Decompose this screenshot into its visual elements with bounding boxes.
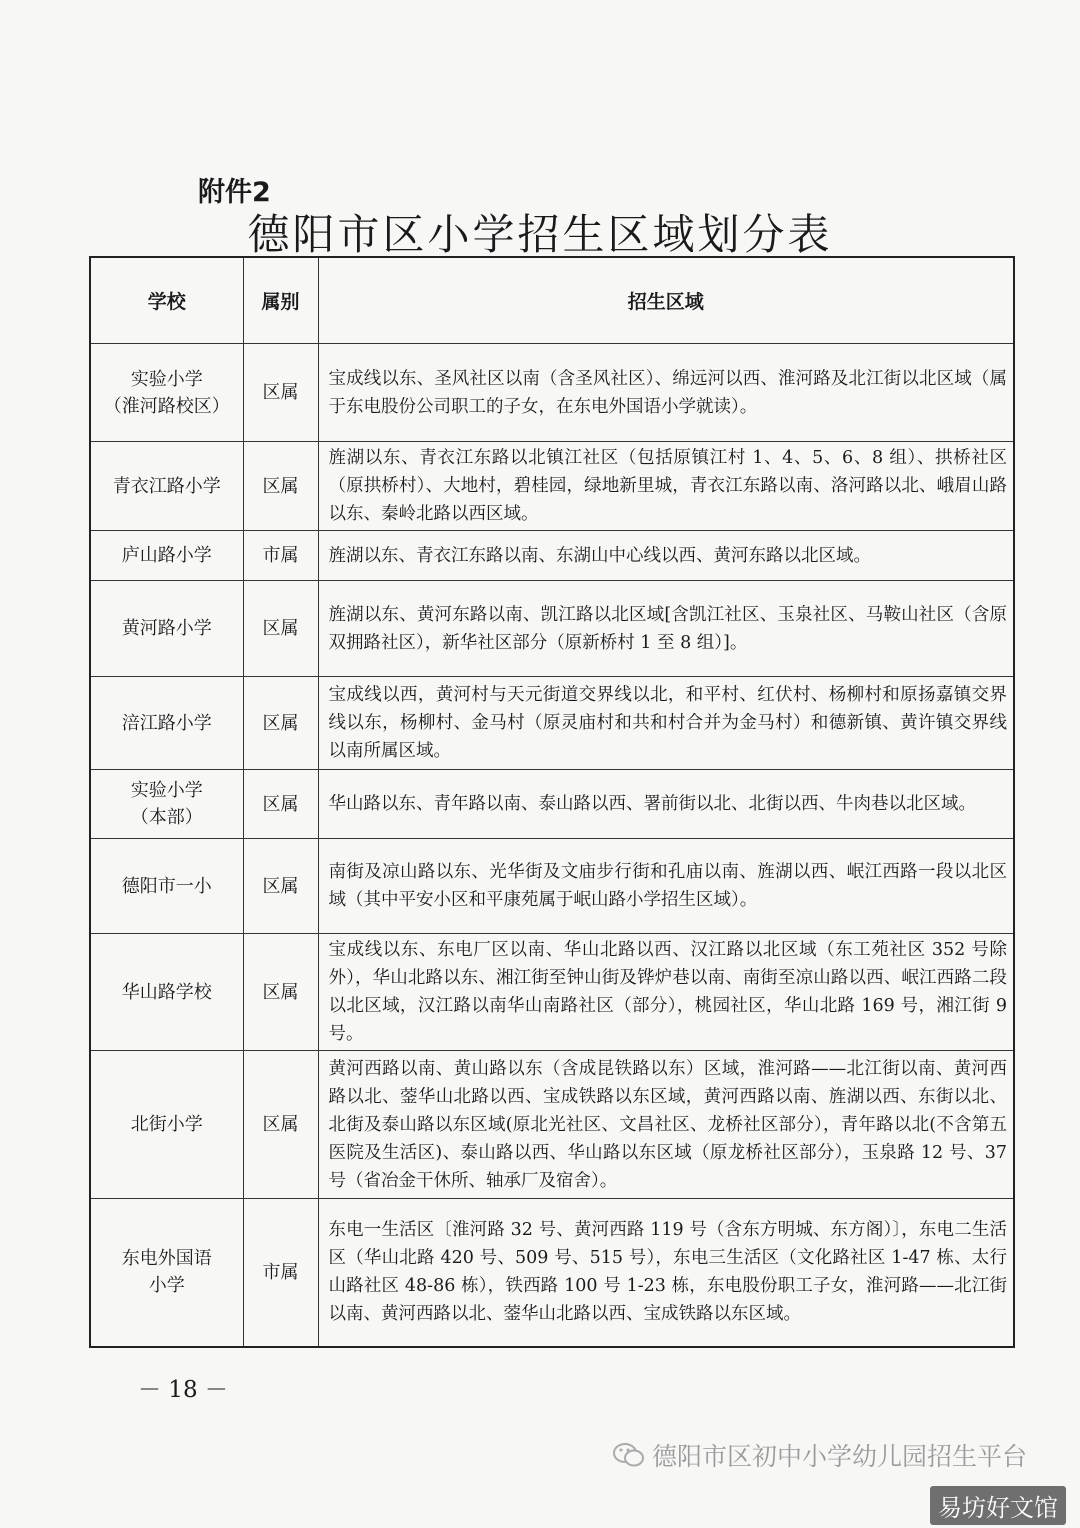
table-row [90,531,1014,581]
enrollment-area: 宝成线以西，黄河村与天元街道交界线以北，和平村、红伏村、杨柳村和原扬嘉镇交界线以东，杨柳村、金马村（原灵庙村和共和村合并为金马村）和德新镇、黄许镇交界线以南所属区域。 [318,677,1014,770]
enrollment-area: 宝成线以东、东电厂区以南、华山北路以西、汉江路以北区域（东工苑社区 352 号除外），华山北路以东、湘江街至钟山街及铧炉巷以南、南街至凉山路以西、岷江西路二段以北区域，汉江路以南华山南路社区（部分），桃园社区，华山北路 169 号，湘江街 9 号。 [318,934,1014,1051]
header-school: 学校 [90,257,243,344]
school-name: 北街小学 [90,1051,243,1199]
enrollment-area: 南街及凉山路以东、光华街及文庙步行街和孔庙以南、旌湖以西、岷江西路一段以北区域（其中平安小区和平康苑属于岷山路小学招生区域）。 [318,839,1014,934]
table-row [90,344,1014,442]
table-row [90,581,1014,677]
watermark-badge: 易坊好文馆 [930,1486,1066,1525]
school-type: 区属 [243,581,318,677]
school-name: 华山路学校 [90,934,243,1051]
enrollment-area: 旌湖以东、黄河东路以南、凯江路以北区域[含凯江社区、玉泉社区、马鞍山社区（含原双拥路社区），新华社区部分（原新桥村 1 至 8 组）]。 [318,581,1014,677]
school-name: 东电外国语 小学 [90,1199,243,1347]
table-header-row [90,257,1014,344]
table-row [90,1051,1014,1199]
page-number: － 18 － [138,1377,228,1403]
table-row [90,839,1014,934]
table-row [90,1199,1014,1347]
school-name: 涪江路小学 [90,677,243,770]
school-type: 区属 [243,677,318,770]
watermark [612,1437,1027,1473]
school-type: 区属 [243,839,318,934]
enrollment-area: 旌湖以东、青衣江东路以南、东湖山中心线以西、黄河东路以北区域。 [318,531,1014,581]
school-type: 市属 [243,531,318,581]
school-type: 市属 [243,1199,318,1347]
table-row [90,934,1014,1051]
enrollment-area: 旌湖以东、青衣江东路以北镇江社区（包括原镇江村 1、4、5、6、8 组）、拱桥社区（原拱桥村）、大地村，碧桂园，绿地新里城，青衣江东路以南、洛河路以北、峨眉山路以东、秦岭北路以西区域。 [318,442,1014,531]
school-name: 实验小学 （本部） [90,770,243,839]
school-name: 德阳市一小 [90,839,243,934]
school-type: 区属 [243,344,318,442]
school-type: 区属 [243,770,318,839]
enrollment-area: 黄河西路以南、黄山路以东（含成昆铁路以东）区域，淮河路——北江街以南、黄河西路以北、蓥华山北路以西、宝成铁路以东区域，黄河西路以南、旌湖以西、东街以北、北街及泰山路以东区域(原北光社区、文昌社区、龙桥社区部分），青年路以北(不含第五医院及生活区)、泰山路以西、华山路以东区域（原龙桥社区部分），玉泉路 12 号、37 号（省冶金干休所、轴承厂及宿舍）。 [318,1051,1014,1199]
header-area: 招生区域 [318,257,1014,344]
school-name: 实验小学 （淮河路校区） [90,344,243,442]
school-type: 区属 [243,442,318,531]
wechat-icon [612,1441,646,1469]
attachment-label: 附件2 [198,177,271,208]
enrollment-area: 宝成线以东、圣风社区以南（含圣风社区）、绵远河以西、淮河路及北江街以北区域（属于东电股份公司职工的子女，在东电外国语小学就读）。 [318,344,1014,442]
school-type: 区属 [243,934,318,1051]
enrollment-area: 东电一生活区〔淮河路 32 号、黄河西路 119 号（含东方明城、东方阁）〕，东电二生活区（华山北路 420 号、509 号、515 号），东电三生活区（文化路社区 1-47 栋、太行山路社区 48-86 栋），铁西路 100 号 1-23 栋，东电股份职工子女，淮河路——北江街以南、黄河西路以北、蓥华山北路以西、宝成铁路以东区域。 [318,1199,1014,1347]
school-name: 青衣江路小学 [90,442,243,531]
table-row [90,677,1014,770]
page-title: 德阳市区小学招生区域划分表 [247,210,833,259]
school-name: 庐山路小学 [90,531,243,581]
school-type: 区属 [243,1051,318,1199]
header-type: 属别 [243,257,318,344]
enrollment-zone-table [89,256,1015,1348]
school-name: 黄河路小学 [90,581,243,677]
table-row [90,770,1014,839]
table-row [90,442,1014,531]
watermark-text: 德阳市区初中小学幼儿园招生平台 [652,1442,1028,1471]
enrollment-area: 华山路以东、青年路以南、泰山路以西、署前街以北、北街以西、牛肉巷以北区域。 [318,770,1014,839]
